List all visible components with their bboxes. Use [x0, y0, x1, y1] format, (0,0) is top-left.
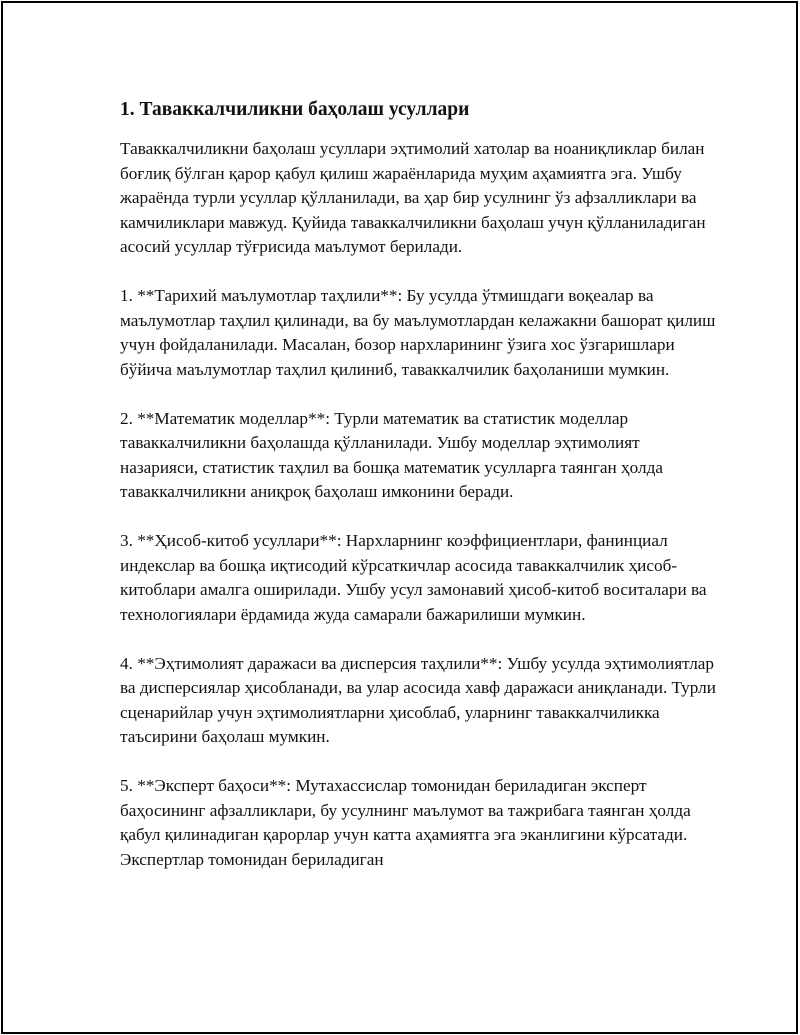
method-paragraph-historical-data: 1. **Тарихий маълумотлар таҳлили**: Бу усулда ўтмишдаги воқеалар ва маълумотлар таҳлил қилинади, ва бу маълумотлардан келажакни башорат қилиш учун фойдаланилади. Масалан, бозор нархларининг ўзига хос ўзгаришлари бўйича маълумотлар таҳлил қилиниб, таваккалчилик баҳоланиши мумкин. — [120, 286, 716, 379]
method-paragraph-calculation: 3. **Ҳисоб-китоб усуллари**: Нархларнинг коэффициентлари, фанинциал индекслар ва бошқа иқтисодий кўрсаткичлар асосида таваккалчилик ҳисоб-китоблари амалга оширилади. Ушбу усул замонавий ҳисоб-китоб воситалари ва технологиялари ёрдамида жуда самарали бажарилиши мумкин. — [120, 531, 707, 624]
document-page — [1, 1, 798, 1034]
method-paragraph-math-models: 2. **Математик моделлар**: Турли математик ва статистик моделлар таваккалчиликни баҳолашда қўлланилади. Ушбу моделлар эҳтимолият назарияси, статистик таҳлил ва бошқа математик усулларга таянган ҳолда таваккалчиликни аниқроқ баҳолаш имконини беради. — [120, 408, 663, 501]
document-body — [120, 97, 720, 897]
intro-paragraph: Таваккалчиликни баҳолаш усуллари эҳтимолий хатолар ва ноаниқликлар билан боғлиқ бўлган қарор қабул қилиш жараёнларида муҳим аҳамиятга эга. Ушбу жараёнда турли усуллар қўлланилади, ва ҳар бир усулнинг ўз афзалликлари ва камчиликлари мавжуд. Қуйида таваккалчиликни баҳолаш учун қўлланиладиган асосий усуллар тўғрисида маълумот берилади. — [120, 139, 706, 256]
section-heading: 1. Таваккалчиликни баҳолаш усуллари — [120, 99, 470, 120]
method-paragraph-probability-dispersion: 4. **Эҳтимолият даражаси ва дисперсия таҳлили**: Ушбу усулда эҳтимолиятлар ва дисперсиялар ҳисобланади, ва улар асосида хавф даражаси аниқланади. Турли сценарийлар учун эҳтимолиятларни ҳисоблаб, уларнинг таваккалчиликка таъсирини баҳолаш мумкин. — [120, 653, 716, 746]
method-paragraph-expert-assessment: 5. **Эксперт баҳоси**: Мутахассислар томонидан бериладиган эксперт баҳосининг афзалликлари, бу усулнинг маълумот ва тажрибага таянган ҳолда қабул қилинадиган қарорлар учун катта аҳамиятга эга эканлигини кўрсатади. Экспертлар томонидан бериладиган — [120, 776, 691, 869]
